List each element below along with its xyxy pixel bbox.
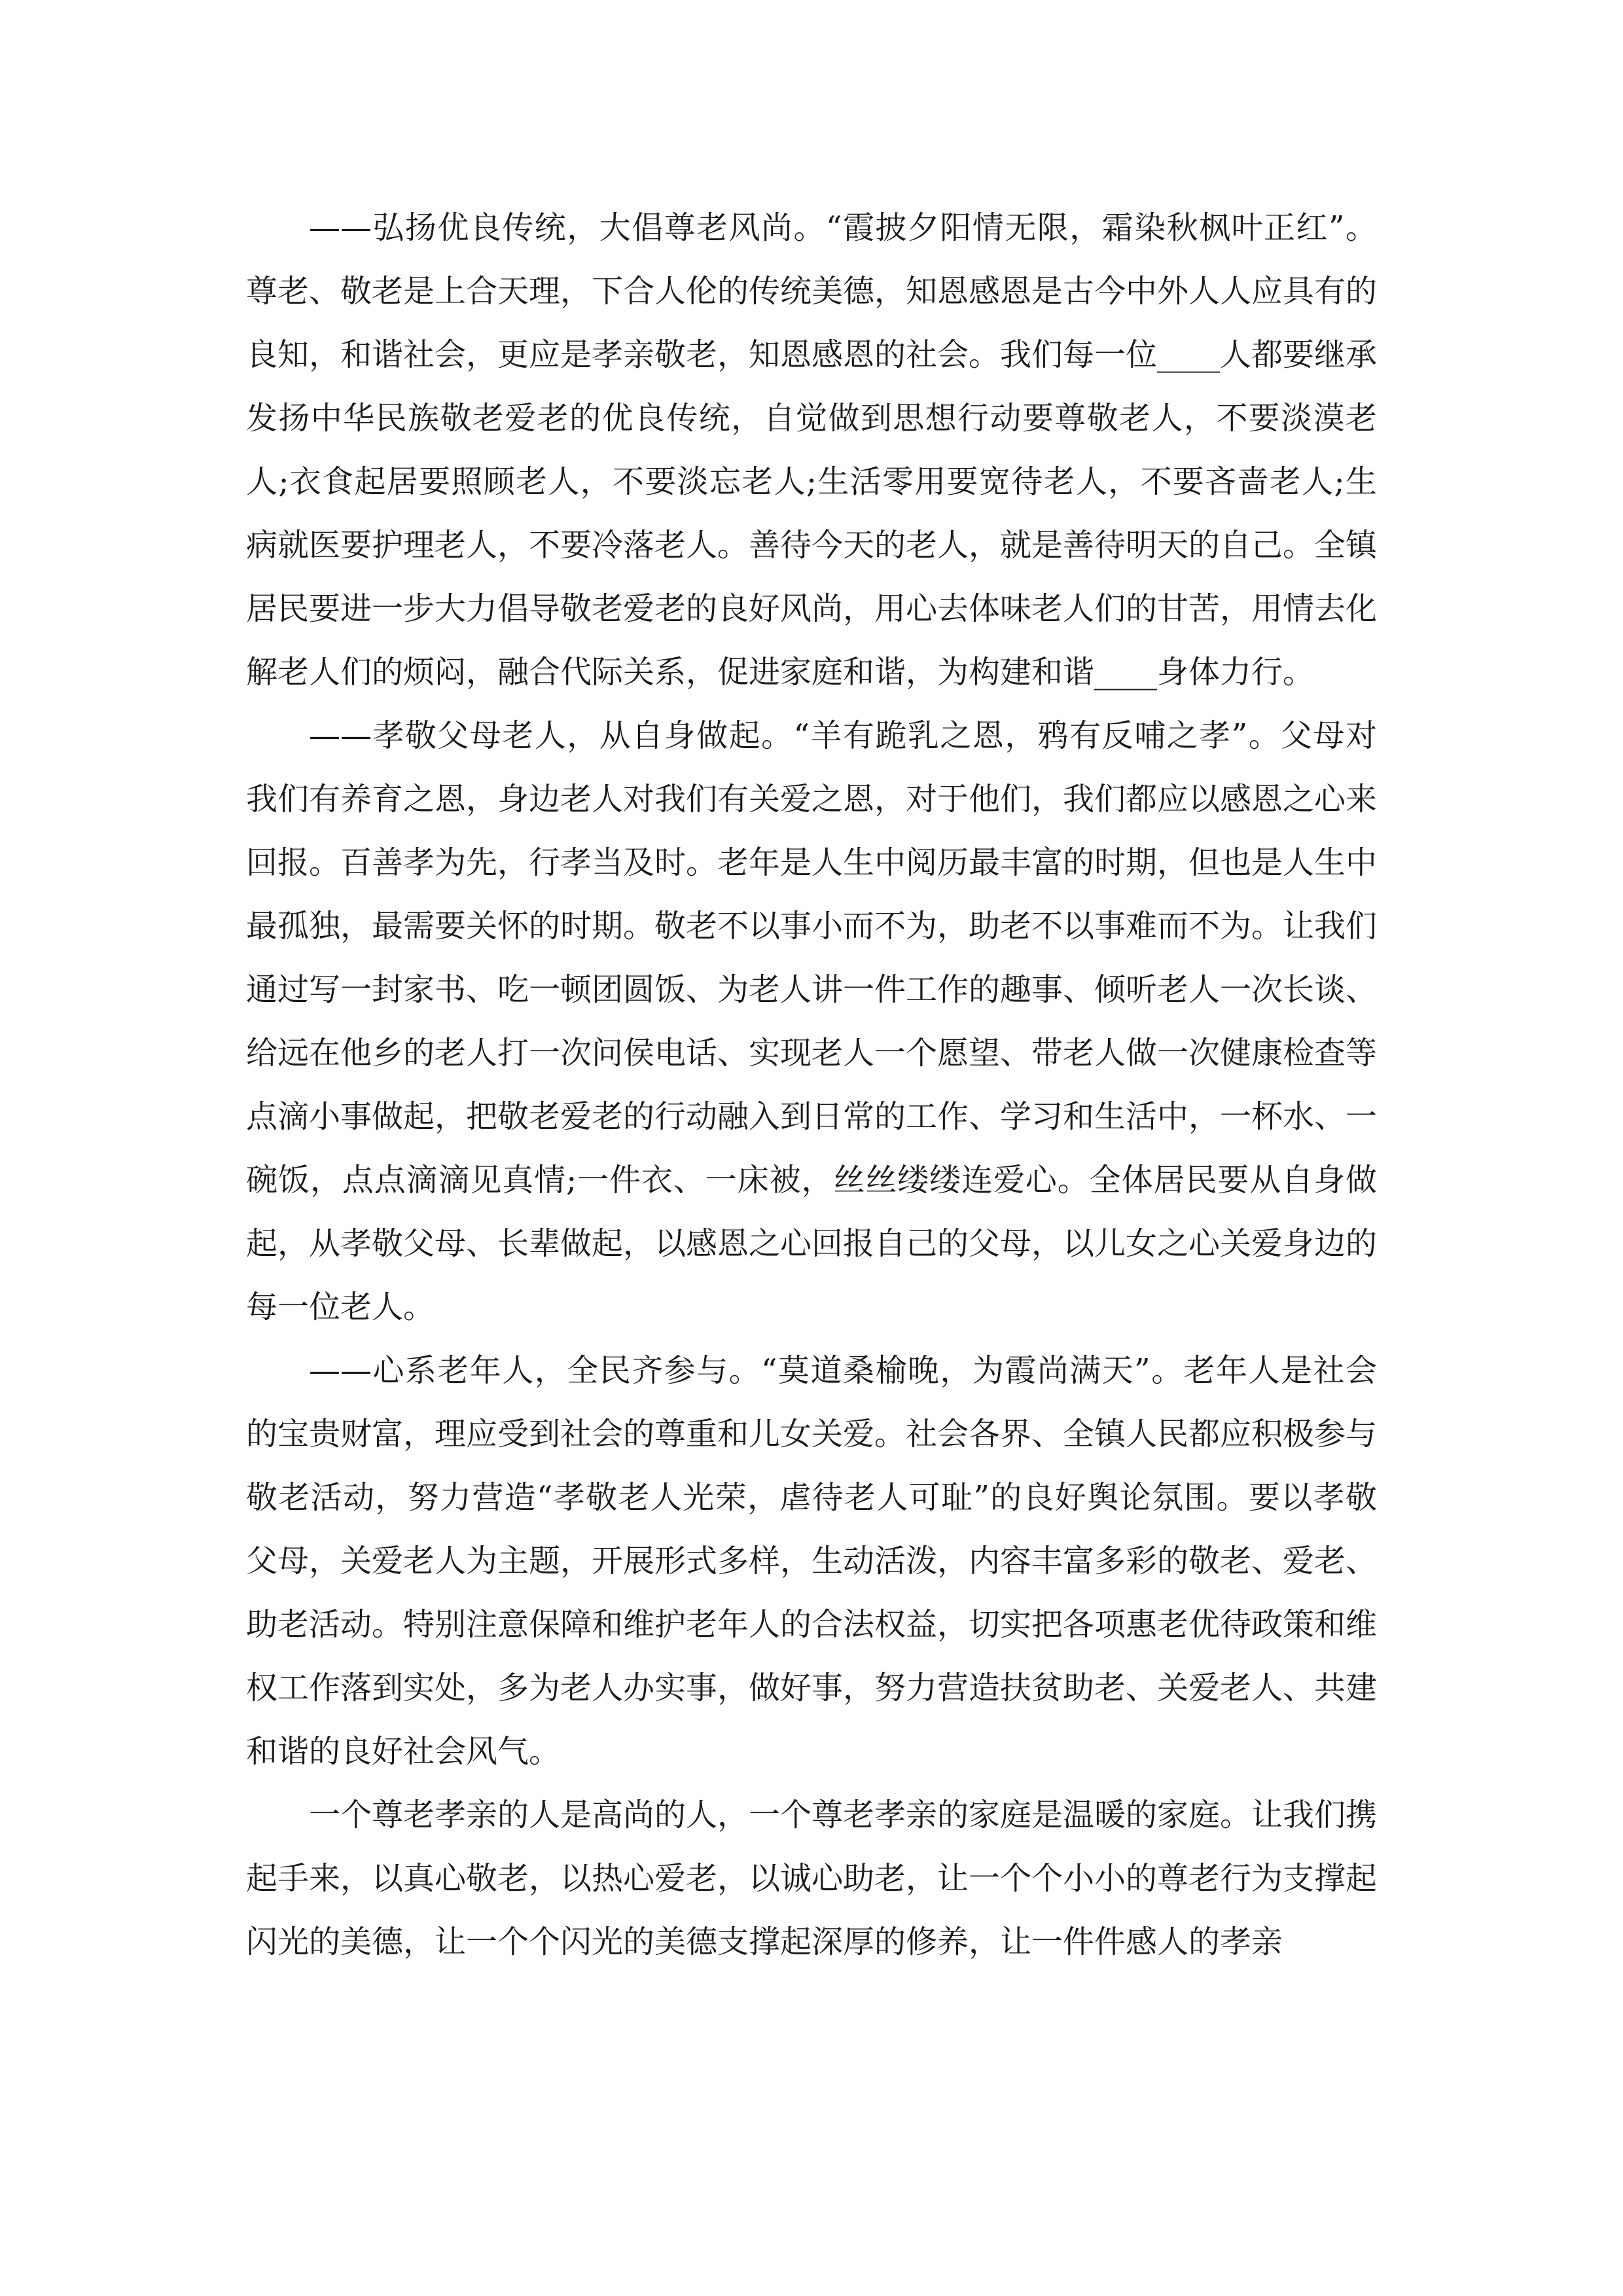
document-body <box>246 196 1377 1974</box>
paragraph-closing: 一个尊老孝亲的人是高尚的人，一个尊老孝亲的家庭是温暖的家庭。让我们携起手来，以真心敬老，以热心爱老，以诚心助老，让一个个小小的尊老行为支撑起闪光的美德，让一个个闪光的美德支撑起深厚的修养，让一件件感人的孝亲 <box>246 1797 1378 1960</box>
paragraph-tradition: ——弘扬优良传统，大倡尊老风尚。“霞披夕阳情无限，霜染秋枫叶正红”。尊老、敬老是上合天理，下合人伦的传统美德，知恩感恩是古今中外人人应具有的良知，和谐社会，更应是孝亲敬老，知恩感恩的社会。我们每一位____人都要继承发扬中华民族敬老爱老的优良传统，自觉做到思想行动要尊敬老人，不要淡漠老人;衣食起居要照顾老人，不要淡忘老人;生活零用要宽待老人，不要吝啬老人;生病就医要护理老人，不要冷落老人。善待今天的老人，就是善待明天的自己。全镇居民要进一步大力倡导敬老爱老的良好风尚，用心去体味老人们的甘苦，用情去化解老人们的烦闷，融合代际关系，促进家庭和谐，为构建和谐____身体力行。 <box>246 209 1378 691</box>
paragraph-filial-piety: ——孝敬父母老人，从自身做起。“羊有跪乳之恩，鸦有反哺之孝”。父母对我们有养育之恩，身边老人对我们有关爱之恩，对于他们，我们都应以感恩之心来回报。百善孝为先，行孝当及时。老年是人生中阅历最丰富的时期，但也是人生中最孤独，最需要关怀的时期。敬老不以事小而不为，助老不以事难而不为。让我们通过写一封家书、吃一顿团圆饭、为老人讲一件工作的趣事、倾听老人一次长谈、给远在他乡的老人打一次问侯电话、实现老人一个愿望、带老人做一次健康检查等点滴小事做起，把敬老爱老的行动融入到日常的工作、学习和生活中，一杯水、一碗饭，点点滴滴见真情;一件衣、一床被，丝丝缕缕连爱心。全体居民要从自身做起，从孝敬父母、长辈做起，以感恩之心回报自己的父母，以儿女之心关爱身边的每一位老人。 <box>246 717 1378 1325</box>
paragraph-participation: ——心系老年人，全民齐参与。“莫道桑榆晚，为霞尚满天”。老年人是社会的宝贵财富，理应受到社会的尊重和儿女关爱。社会各界、全镇人民都应积极参与敬老活动，努力营造“孝敬老人光荣，虐待老人可耻”的良好舆论氛围。要以孝敬父母，关爱老人为主题，开展形式多样，生动活泼，内容丰富多彩的敬老、爱老、助老活动。特别注意保障和维护老年人的合法权益，切实把各项惠老优待政策和维权工作落到实处，多为老人办实事，做好事，努力营造扶贫助老、关爱老人、共建和谐的良好社会风气。 <box>246 1352 1378 1770</box>
